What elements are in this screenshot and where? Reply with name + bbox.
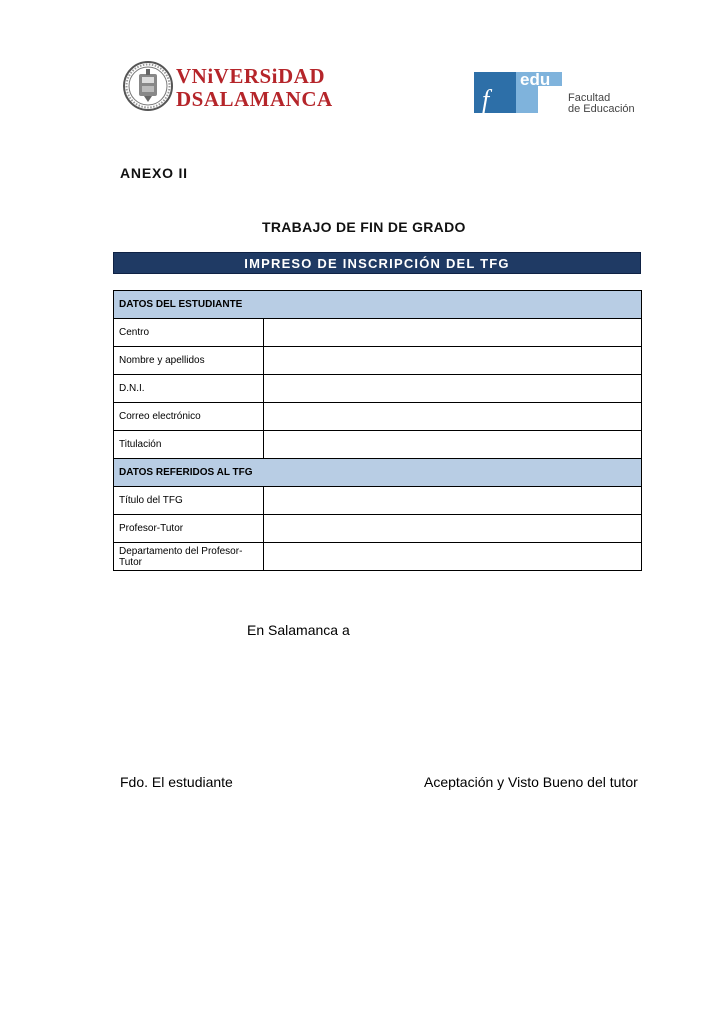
form-row (114, 431, 642, 459)
field-label-correo: Correo electrónico (114, 403, 264, 431)
field-input-departamento[interactable] (264, 543, 642, 571)
faculty-logo-block (474, 72, 516, 113)
field-input-titulo-tfg[interactable] (264, 487, 642, 515)
section-row (114, 459, 642, 487)
field-label-dni: D.N.I. (114, 375, 264, 403)
field-input-profesor-tutor[interactable] (264, 515, 642, 543)
registration-form-table (113, 290, 642, 571)
field-label-nombre: Nombre y apellidos (114, 347, 264, 375)
form-row (114, 347, 642, 375)
university-logo (122, 60, 333, 116)
university-name-line1: VNiVERSiDAD (176, 64, 326, 88)
document-title: TRABAJO DE FIN DE GRADO (262, 219, 466, 235)
faculty-name-line2: de Educación (568, 103, 635, 115)
field-label-profesor-tutor: Profesor-Tutor (114, 515, 264, 543)
form-row (114, 515, 642, 543)
field-input-nombre[interactable] (264, 347, 642, 375)
university-seal-icon (122, 60, 174, 112)
form-row (114, 543, 642, 571)
form-row (114, 403, 642, 431)
faculty-name-line1: Facultad (568, 92, 611, 104)
field-label-centro: Centro (114, 319, 264, 347)
form-row (114, 375, 642, 403)
annex-label: ANEXO II (120, 165, 188, 181)
form-row (114, 487, 642, 515)
field-input-centro[interactable] (264, 319, 642, 347)
field-input-correo[interactable] (264, 403, 642, 431)
section-row (114, 291, 642, 319)
form-banner: IMPRESO DE INSCRIPCIÓN DEL TFG (113, 252, 641, 274)
field-label-titulo-tfg: Título del TFG (114, 487, 264, 515)
section-header-tfg: DATOS REFERIDOS AL TFG (114, 459, 642, 487)
university-name-line2: DSALAMANCA (176, 87, 333, 111)
field-label-departamento: Departamento del Profesor-Tutor (114, 543, 264, 571)
student-signature-label: Fdo. El estudiante (120, 774, 233, 790)
place-date-text: En Salamanca a (247, 622, 350, 638)
faculty-logo-initial: f (482, 85, 490, 114)
section-header-student: DATOS DEL ESTUDIANTE (114, 291, 642, 319)
tutor-approval-label: Aceptación y Visto Bueno del tutor (424, 774, 638, 790)
faculty-logo (474, 72, 644, 118)
faculty-logo-mark: edu (520, 70, 551, 89)
field-label-titulacion: Titulación (114, 431, 264, 459)
field-input-titulacion[interactable] (264, 431, 642, 459)
field-input-dni[interactable] (264, 375, 642, 403)
form-row (114, 319, 642, 347)
